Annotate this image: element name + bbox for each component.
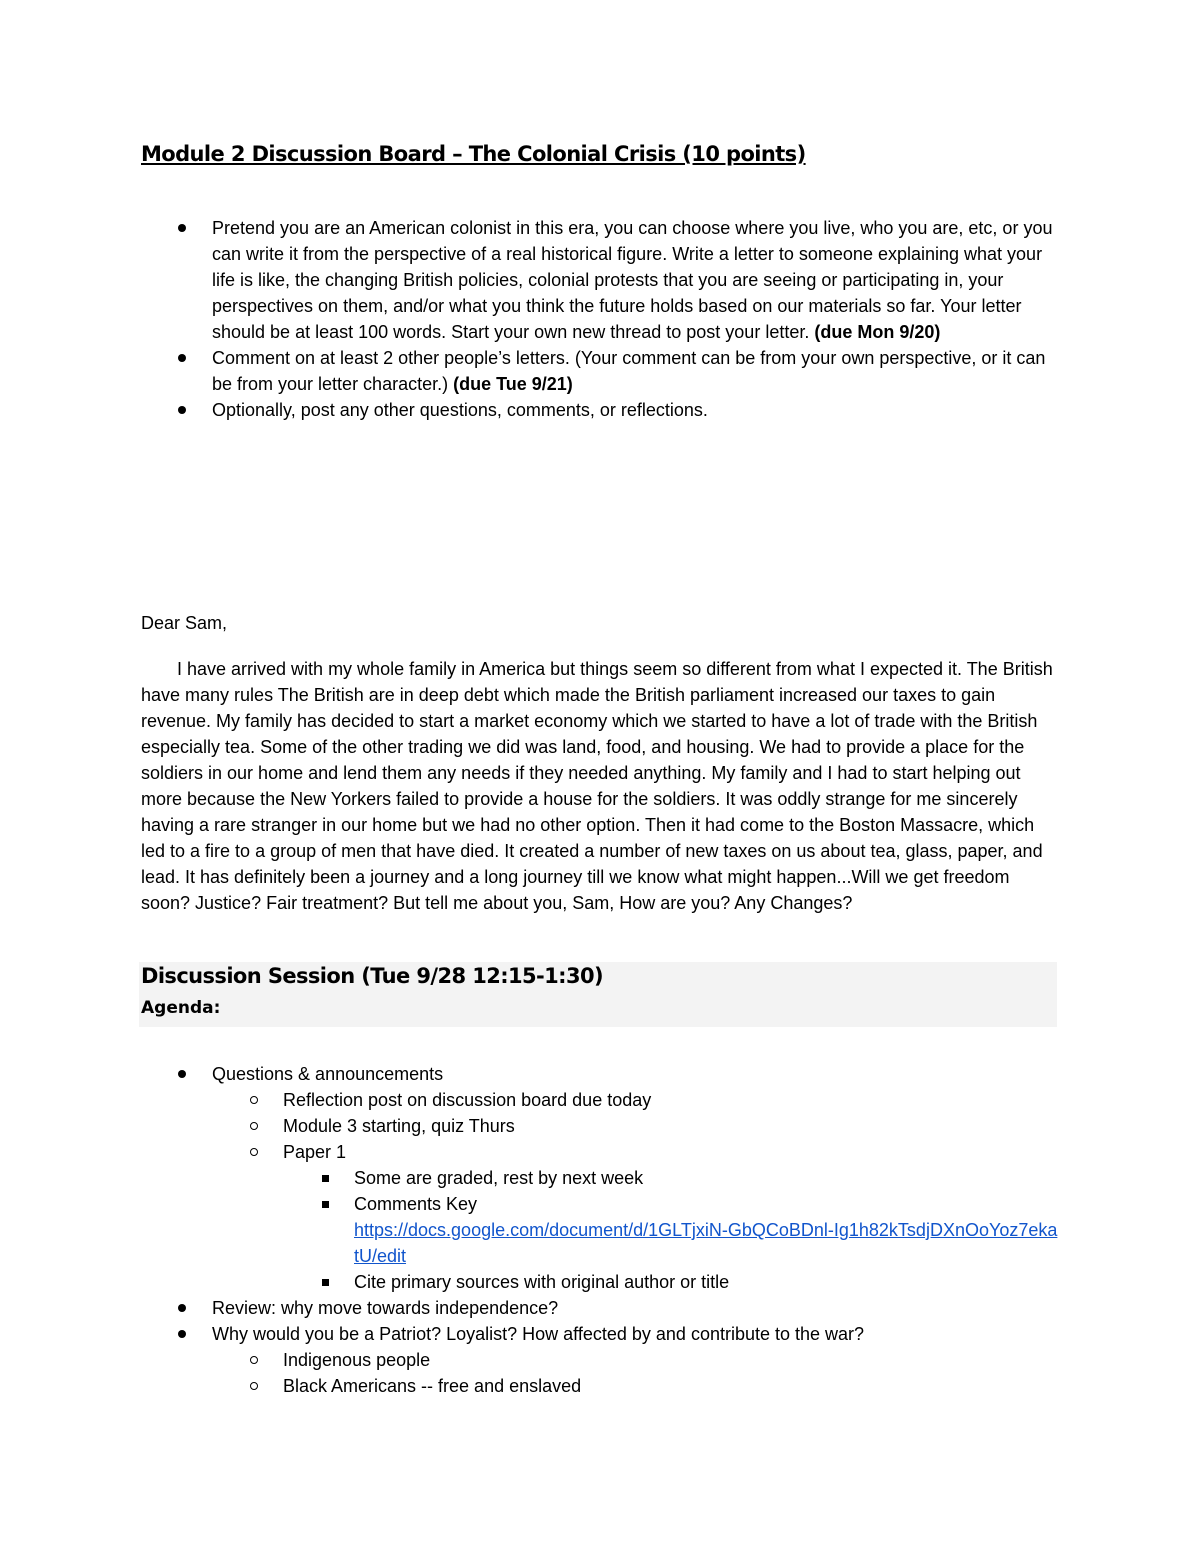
session-title: Discussion Session (Tue 9/28 12:15-1:30) xyxy=(141,964,603,988)
agenda-item xyxy=(141,1061,1061,1295)
instruction-due: (due Mon 9/20) xyxy=(814,322,941,342)
agenda-subitem xyxy=(212,1113,1061,1139)
agenda-item-text: Why would you be a Patriot? Loyalist? How affected by and contribute to the war? xyxy=(212,1324,865,1344)
bullet-square-icon xyxy=(322,1201,329,1208)
agenda-item xyxy=(141,1321,1061,1399)
instruction-text: Comment on at least 2 other people’s letters. (Your comment can be from your own perspective, or it can be from your letter character.) xyxy=(212,348,1046,394)
agenda-subsubitem xyxy=(283,1269,1061,1295)
bullet-disc-icon xyxy=(178,406,186,414)
bullet-disc-icon xyxy=(178,1304,186,1312)
bullet-disc-icon xyxy=(178,354,186,362)
bullet-disc-icon xyxy=(178,1330,186,1338)
agenda-subitem-text: Paper 1 xyxy=(283,1142,347,1162)
agenda-subitem-text: Module 3 starting, quiz Thurs xyxy=(283,1116,515,1136)
agenda-subsublist xyxy=(283,1165,1061,1295)
letter-body: I have arrived with my whole family in America but things seem so different from what I expected it. The British have many rules The British are in deep debt which made the British parliament increased our taxes to gain revenue. My family has decided to start a market economy which we started to have a lot of trade with the British especially tea. Some of the other trading we did was land, food, and housing. We had to provide a place for the soldiers in our home and lend them any needs if they needed anything. My family and I had to start helping out more because the New Yorkers failed to provide a house for the soldiers. It was oddly strange for me sincerely having a rare stranger in our home but we had no other option. Then it had come to the Boston Massacre, which led to a fire to a group of men that have died. It created a number of new taxes on us about tea, glass, paper, and lead. It has definitely been a journey and a long journey till we know what might happen...Will we get freedom soon? Justice? Fair treatment? But tell me about you, Sam, How are you? Any Changes? xyxy=(141,659,1053,913)
instruction-item xyxy=(141,397,1061,423)
agenda-item-text: Questions & announcements xyxy=(212,1064,444,1084)
bullet-circle-icon xyxy=(250,1122,258,1130)
bullet-square-icon xyxy=(322,1279,329,1286)
letter xyxy=(141,610,1061,916)
bullet-disc-icon xyxy=(178,1070,186,1078)
agenda-item xyxy=(141,1295,1061,1321)
agenda-subitem-text: Indigenous people xyxy=(283,1350,431,1370)
agenda-subsubitem-text: Cite primary sources with original author or title xyxy=(354,1272,730,1292)
bullet-circle-icon xyxy=(250,1382,258,1390)
agenda-sublist xyxy=(212,1347,1061,1399)
agenda-subitem xyxy=(212,1087,1061,1113)
agenda-sublist xyxy=(212,1087,1061,1295)
agenda-subitem-text: Reflection post on discussion board due today xyxy=(283,1090,652,1110)
instruction-text: Optionally, post any other questions, comments, or reflections. xyxy=(212,400,708,420)
agenda-subitem xyxy=(212,1139,1061,1295)
agenda-subsubitem-text: Comments Key xyxy=(354,1194,478,1214)
agenda-item-text: Review: why move towards independence? xyxy=(212,1298,559,1318)
agenda-subsubitem-text: Some are graded, rest by next week xyxy=(354,1168,644,1188)
instruction-due: (due Tue 9/21) xyxy=(453,374,573,394)
bullet-circle-icon xyxy=(250,1356,258,1364)
agenda-subsubitem xyxy=(283,1165,1061,1191)
letter-salutation: Dear Sam, xyxy=(141,613,228,633)
instruction-text: Pretend you are an American colonist in this era, you can choose where you live, who you are, etc, or you can write it from the perspective of a real historical figure. Write a letter to someone explaining what your life is like, the changing British policies, colonial protests that you are seeing or participating in, your perspectives on them, and/or what you think the future holds based on our materials so far. Your letter should be at least 100 words. Start your own new thread to post your letter. xyxy=(212,218,1053,342)
bullet-circle-icon xyxy=(250,1148,258,1156)
agenda-subitem-text: Black Americans -- free and enslaved xyxy=(283,1376,582,1396)
agenda-list xyxy=(141,1061,1061,1399)
agenda-subitem xyxy=(212,1373,1061,1399)
instruction-item xyxy=(141,345,1061,397)
bullet-disc-icon xyxy=(178,224,186,232)
agenda-subsubitem xyxy=(283,1191,1061,1269)
page-title: Module 2 Discussion Board – The Colonial Crisis (10 points) xyxy=(141,142,806,166)
instructions-list xyxy=(141,215,1061,423)
bullet-circle-icon xyxy=(250,1096,258,1104)
agenda-label: Agenda: xyxy=(141,998,221,1018)
instruction-item xyxy=(141,215,1061,345)
comments-key-link[interactable]: https://docs.google.com/document/d/1GLTjxiN-GbQCoBDnl-Ig1h82kTsdjDXnOoYoz7ekatU/edit xyxy=(354,1220,1058,1266)
agenda-subitem xyxy=(212,1347,1061,1373)
bullet-square-icon xyxy=(322,1175,329,1182)
